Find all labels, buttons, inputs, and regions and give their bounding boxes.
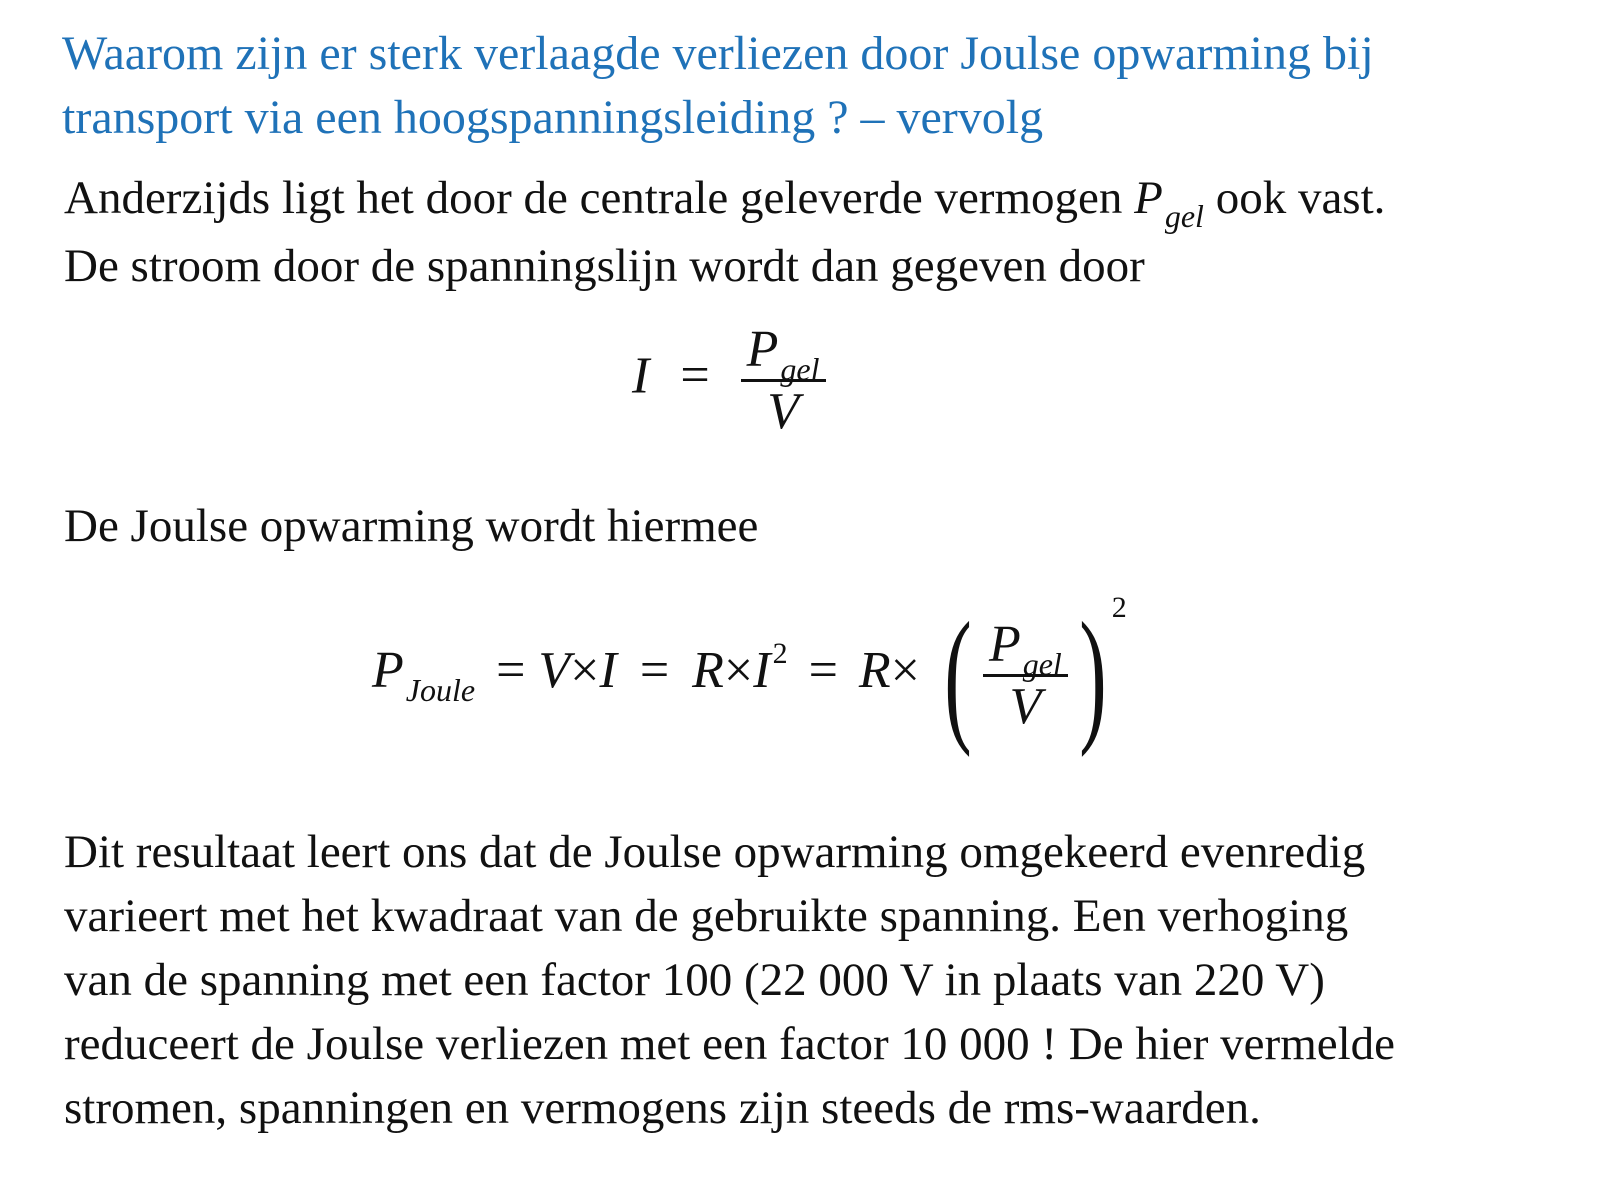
eq2-left-paren: ( [944, 592, 972, 758]
eq2-denominator: V [1009, 677, 1042, 735]
eq2-i-1: I [599, 641, 617, 699]
eq2-times-1: × [570, 641, 600, 699]
eq2-p: P [372, 641, 404, 699]
eq2-fraction [983, 615, 1068, 736]
eq2-numerator [983, 615, 1068, 682]
conclusion-line-1: Dit resultaat leert ons dat de Joulse opwarming omgekeerd evenredig [64, 826, 1366, 878]
eq2-times-3: × [890, 641, 920, 699]
paragraph-intro-line-1 [64, 166, 1385, 234]
equation-joule-power [372, 590, 1127, 758]
paragraph-intro-line-2: De stroom door de spanningslijn wordt dan gegeven door [64, 240, 1145, 292]
paragraph-conclusion [64, 820, 1395, 1140]
symbol-p: P [1134, 172, 1163, 224]
eq2-equals-2: = [639, 641, 670, 699]
eq2-num-p: P [988, 615, 1021, 673]
eq2-i-2-exponent: 2 [772, 636, 788, 670]
eq1-num-p: P [746, 321, 779, 378]
conclusion-line-3: van de spanning met een factor 100 (22 000 V in plaats van 220 V) [64, 954, 1325, 1006]
slide-title [62, 22, 1562, 150]
slide-title-line-1: Waarom zijn er sterk verlaagde verliezen door Joulse opwarming bij [62, 27, 1374, 80]
symbol-p-subscript: gel [1164, 198, 1204, 234]
eq2-num-subscript: gel [1022, 645, 1062, 682]
eq1-numerator [741, 320, 826, 387]
paragraph-intro [64, 166, 1385, 298]
eq2-p-subscript: Joule [405, 671, 476, 708]
eq2-outer-exponent: 2 [1111, 590, 1127, 624]
eq2-right-paren: ) [1079, 592, 1107, 758]
eq1-denominator: V [767, 383, 799, 440]
eq2-equals-1: = [496, 641, 526, 699]
equation-current [632, 320, 826, 441]
slide-title-line-2: transport via een hoogspanningsleiding ? – vervolg [62, 91, 1044, 144]
eq1-fraction [741, 320, 826, 441]
eq2-v: V [538, 641, 571, 699]
eq2-times-2: × [723, 641, 754, 699]
intro-text-post: ook vast. [1203, 172, 1386, 224]
eq2-r-2: R [858, 641, 891, 699]
eq2-i-2: I [753, 641, 771, 699]
eq2-equals-3: = [808, 641, 838, 699]
conclusion-line-5: stromen, spanningen en vermogens zijn steeds de rms-waarden. [64, 1082, 1261, 1134]
conclusion-line-2: varieert met het kwadraat van de gebruikte spanning. Een verhoging [64, 890, 1349, 942]
eq1-equals: = [680, 347, 710, 405]
intro-text-pre: Anderzijds ligt het door de centrale geleverde vermogen [64, 172, 1135, 224]
conclusion-line-4: reduceert de Joulse verliezen met een factor 10 000 ! De hier vermelde [64, 1018, 1396, 1070]
eq1-lhs: I [632, 347, 650, 405]
paragraph-joule: De Joulse opwarming wordt hiermee [64, 500, 759, 552]
eq2-r-1: R [692, 641, 724, 699]
eq1-num-subscript: gel [780, 351, 820, 387]
